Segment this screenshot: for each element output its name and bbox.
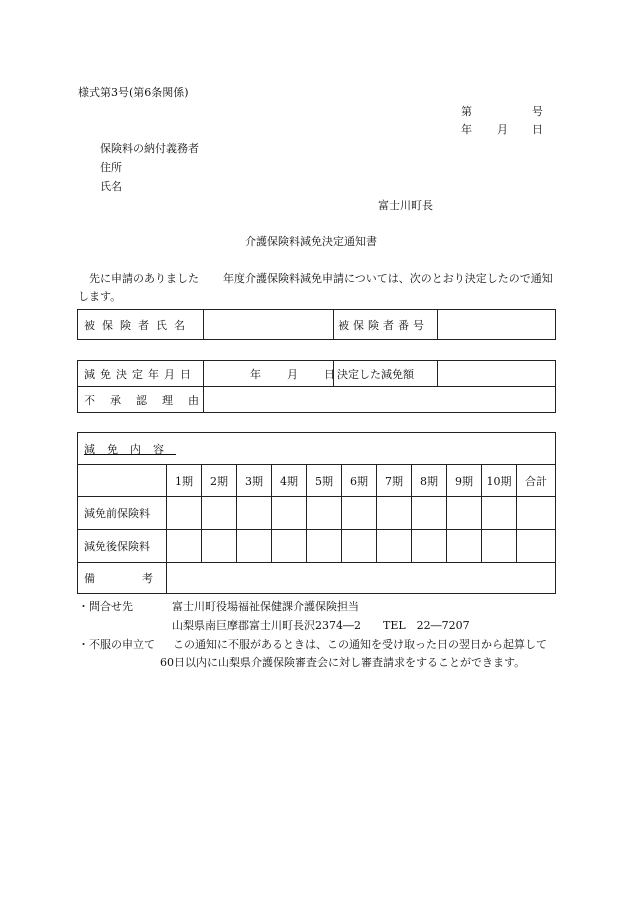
period-header-2: 2期 (202, 465, 237, 497)
insured-name-label-text: 被保険者氏名 (84, 318, 192, 332)
cell-before-9[interactable] (447, 497, 482, 530)
cell-before-10[interactable] (482, 497, 517, 530)
period-header-row (78, 465, 556, 497)
cell-after-9[interactable] (447, 530, 482, 563)
row-label-after: 減免後保険料 (78, 530, 167, 563)
insured-name-label (78, 310, 204, 340)
detail-heading-cell (78, 433, 556, 465)
cell-before-3[interactable] (237, 497, 272, 530)
reason-value[interactable] (204, 387, 556, 413)
appeal-text-body: この通知に不服があるときは、この通知を受け取った日の翌日から起算して60日以内に山梨県介護保険審査会に対し審査請求をすることができます。 (160, 638, 547, 669)
cell-after-4[interactable] (272, 530, 307, 563)
recipient-heading: 保険料の納付義務者 (100, 142, 199, 155)
cell-after-7[interactable] (377, 530, 412, 563)
cell-after-10[interactable] (482, 530, 517, 563)
row-label-before: 減免前保険料 (78, 497, 167, 530)
cell-before-1[interactable] (167, 497, 202, 530)
recipient-address-label: 住所 (100, 161, 122, 174)
contact-label: ・問合せ先 (78, 600, 133, 613)
document-title: 介護保険料減免決定通知書 (245, 235, 377, 248)
insured-number-label (334, 310, 438, 340)
insured-number-label-text: 被保険者番号 (338, 318, 428, 332)
period-header-8: 8期 (412, 465, 447, 497)
issuer: 富士川町長 (378, 199, 433, 212)
decision-amount-label-text: 決定した減免額 (337, 367, 414, 381)
period-header-4: 4期 (272, 465, 307, 497)
period-header-3: 3期 (237, 465, 272, 497)
insured-number-value[interactable] (438, 310, 556, 340)
appeal-text (160, 636, 560, 672)
decision-date-label-text: 減免決定年月日 (84, 367, 196, 381)
decision-amount-label (334, 361, 438, 387)
cell-before-7[interactable] (377, 497, 412, 530)
date-day: 日 (532, 123, 543, 136)
period-header-9: 9期 (447, 465, 482, 497)
period-header-6: 6期 (342, 465, 377, 497)
appeal-label: ・不服の申立て (78, 638, 155, 651)
period-header-total: 合計 (517, 465, 556, 497)
decision-date-label (78, 361, 204, 387)
detail-heading: 減免内容 (84, 442, 176, 456)
period-header-1: 1期 (167, 465, 202, 497)
date-year: 年 (461, 123, 472, 136)
period-header-5: 5期 (307, 465, 342, 497)
cell-before-8[interactable] (412, 497, 447, 530)
period-header-10: 10期 (482, 465, 517, 497)
cell-after-total[interactable] (517, 530, 556, 563)
cell-after-5[interactable] (307, 530, 342, 563)
cell-after-8[interactable] (412, 530, 447, 563)
body-paragraph (78, 270, 556, 306)
table-row (78, 530, 556, 563)
decision-date-value[interactable] (204, 361, 334, 387)
contact-line2: 山梨県南巨摩郡富士川町長沢2374―2 TEL 22―7207 (172, 619, 470, 632)
doc-number-prefix: 第 (461, 105, 472, 118)
insured-table (77, 309, 556, 340)
recipient-name-label: 氏名 (100, 180, 122, 193)
decision-date-year: 年 (250, 367, 261, 381)
decision-date-day: 日 (324, 367, 335, 381)
detail-table (77, 432, 556, 594)
remarks-label-text: 備考 (84, 572, 200, 585)
remarks-row (78, 563, 556, 594)
cell-before-5[interactable] (307, 497, 342, 530)
cell-before-6[interactable] (342, 497, 377, 530)
table-row (78, 497, 556, 530)
cell-after-6[interactable] (342, 530, 377, 563)
period-header-blank (78, 465, 167, 497)
reason-label (78, 387, 214, 413)
cell-before-total[interactable] (517, 497, 556, 530)
cell-before-2[interactable] (202, 497, 237, 530)
body-part2: 年度介護保険料減免申請については、次のとおり決定したので通知します。 (78, 272, 553, 303)
form-number: 様式第3号(第6条関係) (78, 86, 189, 99)
cell-before-4[interactable] (272, 497, 307, 530)
decision-table (77, 360, 556, 413)
cell-after-1[interactable] (167, 530, 202, 563)
remarks-value[interactable] (167, 563, 556, 594)
contact-line1: 富士川町役場福祉保健課介護保険担当 (172, 600, 359, 613)
reason-label-text: 不承認理由 (84, 393, 214, 407)
insured-name-value[interactable] (204, 310, 334, 340)
decision-date-month: 月 (287, 367, 298, 381)
cell-after-3[interactable] (237, 530, 272, 563)
cell-after-2[interactable] (202, 530, 237, 563)
date-month: 月 (497, 123, 508, 136)
period-header-7: 7期 (377, 465, 412, 497)
body-part1: 先に申請のありました (89, 272, 199, 285)
doc-number-suffix: 号 (532, 105, 543, 118)
remarks-label (78, 563, 200, 594)
decision-amount-value[interactable] (438, 361, 556, 387)
